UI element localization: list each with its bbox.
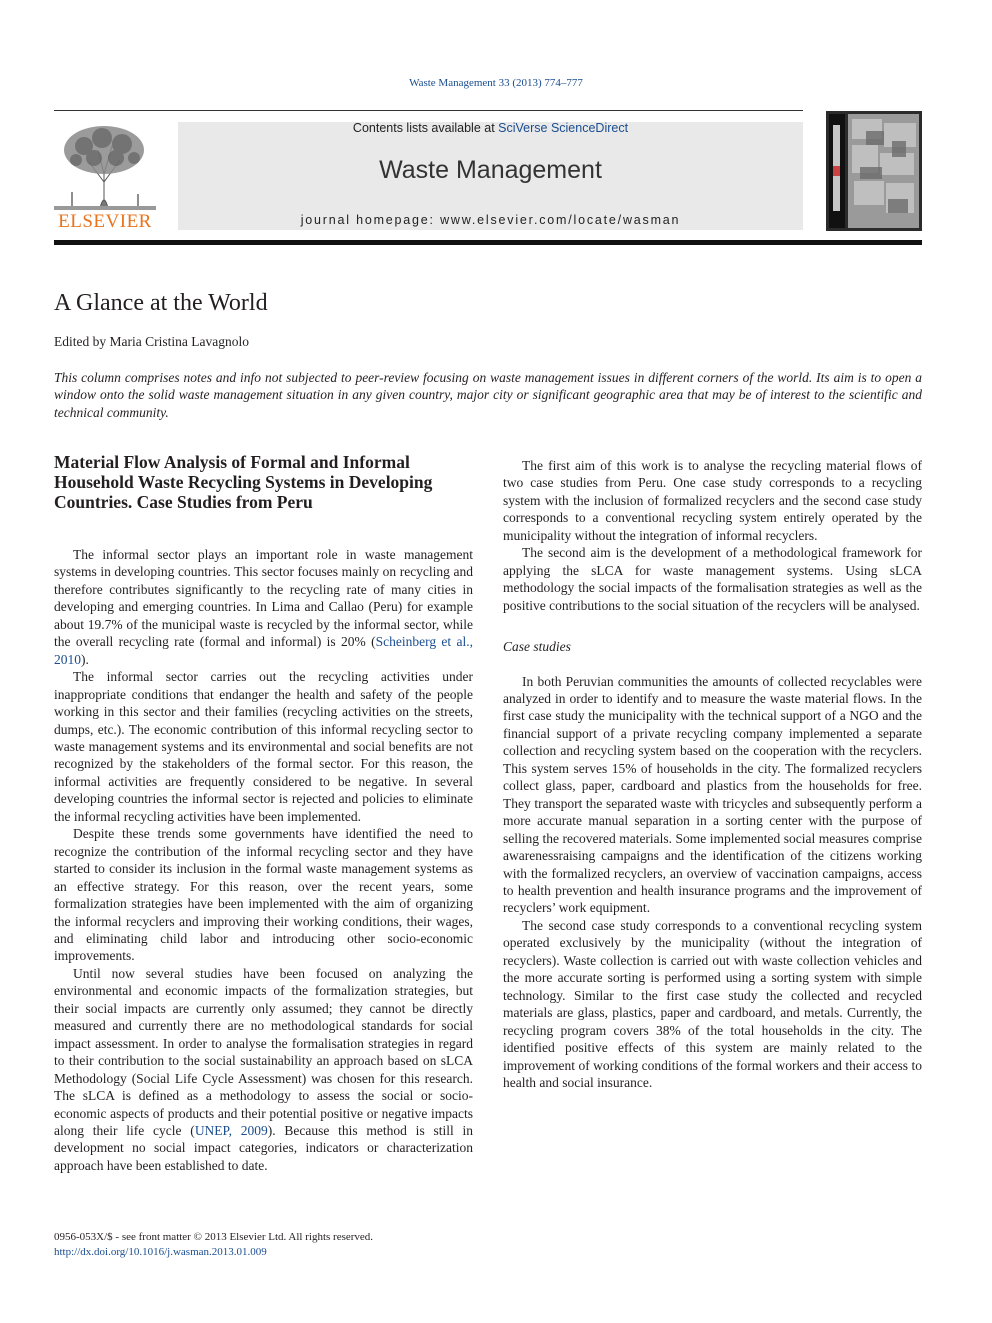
- journal-name: Waste Management: [379, 156, 602, 184]
- page-footer: [54, 1230, 373, 1259]
- journal-citation[interactable]: Waste Management 33 (2013) 774–777: [409, 77, 583, 89]
- text-run: Despite these trends some governments have identified the need to recognize the contribution of the informal recycling sector and they have started to consider its inclusion in the formal waste management systems as an effective strategy. For this reason, over the recent years, some formalization strategies have been implemented with the aim of organizing the informal recyclers and improving their working conditions, their wages, and eliminating child labor and introducing other socio-economic improvements.: [54, 826, 473, 964]
- right-paragraph-1: The first aim of this work is to analyse the recycling material flows of two case studies from Peru. One case study corresponds to a recycling system with the inclusion of formalized recyclers and the second case study corresponds to a conventional recycling system entirely operated by the municipality without the integration of informal recyclers.: [503, 458, 922, 543]
- copyright-line: 0956-053X/$ - see front matter © 2013 Elsevier Ltd. All rights reserved.: [54, 1231, 374, 1243]
- section-intro: This column comprises notes and info not subjected to peer-review focusing on waste management issues in different corners of the world. Its aim is to open a window onto the solid waste management situation in any given country, major city or significant geographic area that may be of interest to the scientific and technical community.: [54, 370, 922, 420]
- left-paragraph-2: [54, 668, 473, 825]
- section-title: A Glance at the World: [54, 290, 268, 316]
- reference-link-scheinberg[interactable]: Scheinberg et al., 2010: [54, 634, 473, 667]
- elsevier-wordmark: ELSEVIER: [58, 211, 152, 232]
- right-paragraph-4: The second case study corresponds to a conventional recycling system operated exclusively by the municipality (without the integration of recyclers). Waste collection is carried out with waste collection vehicles and the more accurate sorting is performed using a sorting system with simple technology. Similar to the first case study the collected and recycled materials are glass, plastics, paper and cardboard, and metals. Currently, the recycling program covers 38% of the total households in the city. The identified positive effects of this system are mainly related to the improvement of working conditions of the formal workers and their access to health and social insurance.: [503, 917, 922, 1090]
- journal-cover-thumbnail[interactable]: [826, 111, 922, 231]
- text-run: The informal sector carries out the recycling activities under inappropriate conditions that endanger the health and safety of the people working in this sector and their families (recycling activities on the streets, dumps, etc.). The economic contribution of this informal recycling sector to waste management systems and its environmental and social benefits are not recognized by the stakeholders of the formal sector. For this reason, the informal activities are frequently considered to be negative. In several developing countries the informal sector is rejected and policies to eliminate the informal recycling activities have been implemented.: [54, 669, 473, 824]
- article-title: Material Flow Analysis of Formal and Informal Household Waste Recycling Systems in Developing Countries. Case Studies from Peru: [54, 452, 433, 512]
- title-gap: [54, 530, 473, 546]
- text-run: Until now several studies have been focused on analyzing the environmental and economic impacts of the formalization strategies, but their social impacts are currently only assumed; they cannot be directly measured and currently there are no methodological standards for social impact assessment. In order to analyse the formalisation strategies in regard to their contribution to the social sustainability an approach based on sLCA Methodology (Social Life Cycle Assessment) was chosen for this research. The sLCA is defined as a methodology to assess the social or socio-economic aspects of products and their potential positive or negative impacts along their life cycle (: [54, 965, 473, 1138]
- right-paragraph-3: In both Peruvian communities the amounts of collected recyclables were analyzed in order to identify and to measure the waste material flows. In the first case study the municipality with the technical support of a NGO and the financial support of a private recycling company implemented a separate collection and recycling system based on the cooperation with the recyclers. This system serves 15% of households in the city. The formalized recyclers collect glass, paper, cardboard and plastics from the households for free. They transport the separated waste with tricycles and subsequently perform a more accurate manual separation in a sorting center with the purpose of selling the recovered materials. Some implemented social measures comprise awarenessraising campaigns and the identification of the citizens working with the formalized recyclers, an overview of vaccination campaigns, access to health prevention and health insurance programs and the improvement of recyclers’ work equipment.: [503, 673, 922, 916]
- masthead-thick-rule: [54, 240, 922, 245]
- left-column: [54, 452, 473, 1174]
- sciencedirect-link[interactable]: SciVerse ScienceDirect: [498, 121, 629, 135]
- doi-link[interactable]: http://dx.doi.org/10.1016/j.wasman.2013.01.009: [54, 1245, 267, 1258]
- text-run: ). Because this method is still in development no social impact categories, indicators or characterization approach have been established to date.: [54, 1122, 474, 1173]
- left-paragraph-1: [54, 546, 473, 668]
- journal-homepage[interactable]: journal homepage: www.elsevier.com/locate/wasman: [300, 213, 681, 227]
- contents-line: [178, 121, 803, 135]
- left-paragraph-4: [54, 965, 473, 1174]
- text-run: ).: [81, 651, 89, 667]
- reference-link-unep[interactable]: UNEP, 2009: [194, 1122, 268, 1138]
- subheading-case-studies: Case studies: [503, 639, 571, 655]
- elsevier-tree-icon: [54, 122, 156, 210]
- section-editor: Edited by Maria Cristina Lavagnolo: [54, 334, 249, 349]
- journal-cover-icon: [826, 111, 922, 231]
- contents-prefix: Contents lists available at: [352, 121, 499, 135]
- text-run: The informal sector plays an important role in waste management systems in developing countries. This sector focuses mainly on recycling and therefore contributes significantly to the recycling rate of many cities in developing and emerging countries. In Lima and Callao (Peru) for example about 19.7% of the municipal waste is recycled by the informal sector, while the overall recycling rate (formal and informal) is 20% (: [54, 547, 473, 650]
- right-paragraph-2: The second aim is the development of a methodological framework for applying the sLCA for waste management systems. Using sLCA methodology the social impacts of the formalisation strategies as well as the positive contributions to the social situation of the recyclers will be analysed.: [503, 545, 922, 613]
- left-paragraph-3: [54, 825, 473, 965]
- header-rule: [54, 110, 803, 111]
- right-column: [503, 457, 922, 1091]
